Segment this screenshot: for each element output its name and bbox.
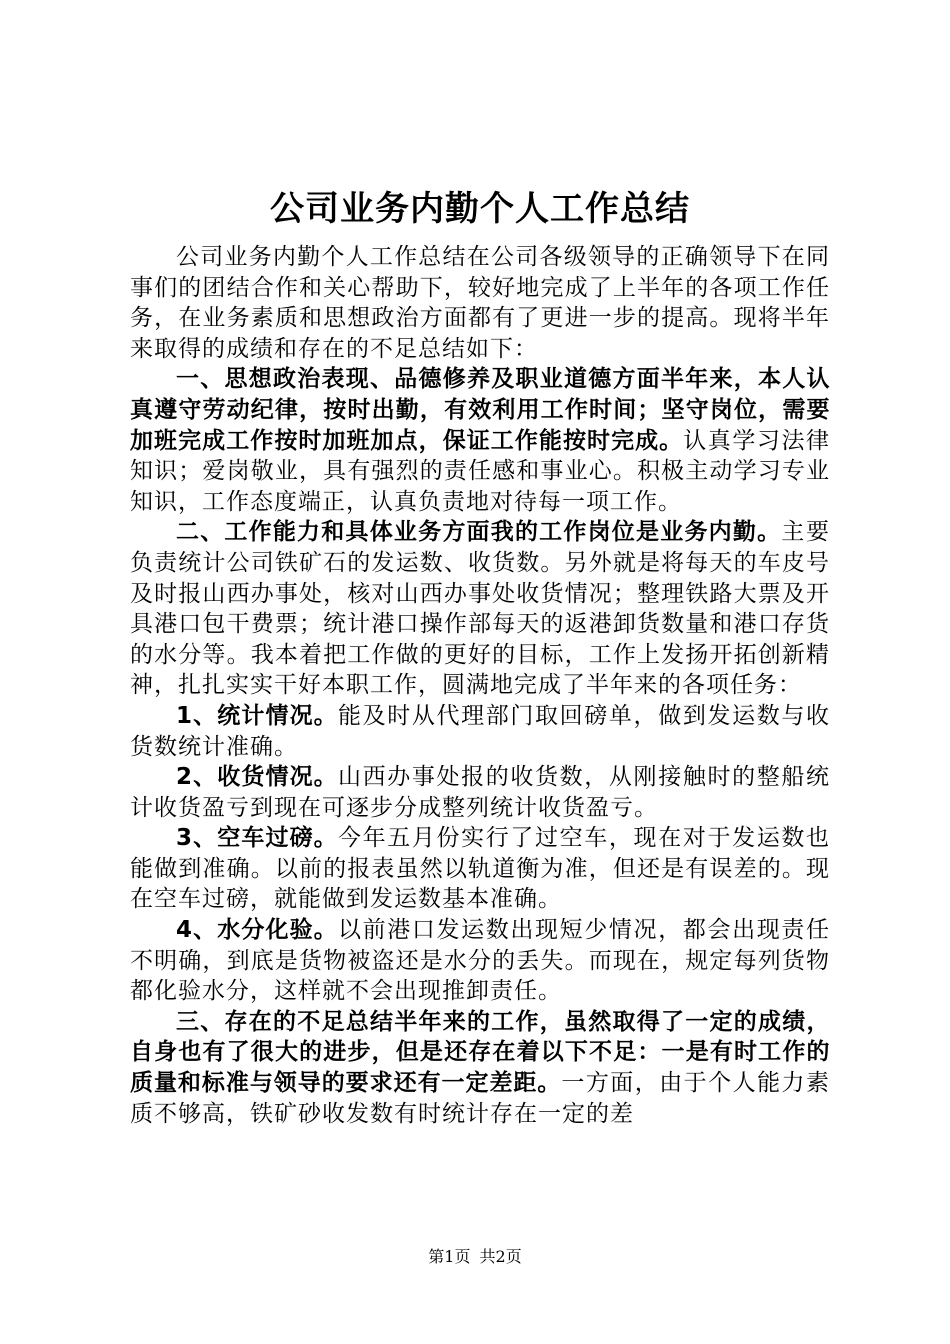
paragraph-item-2	[130, 762, 830, 823]
paragraph-item-3	[130, 823, 830, 915]
paragraph-text: 能及时从代理部门取回磅单，做到发运数与收货数统计准确。	[130, 702, 830, 760]
paragraph-heading: 2、收货情况。	[176, 764, 338, 791]
page-number: 第1页	[428, 1247, 471, 1266]
paragraph-heading: 4、水分化验。	[176, 917, 338, 944]
paragraph-intro	[130, 242, 830, 364]
paragraph-item-1	[130, 701, 830, 762]
paragraph-text: 认真学习法律知识；爱岗敬业，具有强烈的责任感和事业心。积极主动学习专业知识，工作态度端正，认真负责地对待每一项工作。	[130, 427, 831, 515]
paragraph-heading: 三、存在的不足总结半年来的工作，虽然取得了一定的成绩，自身也有了很大的进步，但是还存在着以下不足：一是有时工作的质量和标准与领导的要求还有一定差距。	[130, 1008, 830, 1097]
paragraph-heading: 二、工作能力和具体业务方面我的工作岗位是业务内勤。	[176, 519, 782, 546]
paragraph-text: 以前港口发运数出现短少情况，都会出现责任不明确，到底是货物被盗还是水分的丢失。而现在，规定每列货物都化验水分，这样就不会出现推卸责任。	[130, 917, 830, 1005]
paragraph-heading: 1、统计情况。	[176, 702, 338, 729]
paragraph-section-2	[130, 517, 830, 701]
paragraph-text: 公司业务内勤个人工作总结在公司各级领导的正确领导下在同事们的团结合作和关心帮助下，较好地完成了上半年的各项工作任务，在业务素质和思想政治方面都有了更进一步的提高。现将半年来取得的成绩和存在的不足总结如下：	[130, 244, 830, 362]
paragraph-text: 今年五月份实行了过空车，现在对于发运数也能做到准确。以前的报表虽然以轨道衡为准，但还是有误差的。现在空车过磅，就能做到发运数基本准确。	[130, 825, 830, 913]
paragraph-text: 山西办事处报的收货数，从刚接触时的整船统计收货盈亏到现在可逐步分成整列统计收货盈亏。	[130, 764, 830, 821]
paragraph-item-4	[130, 915, 830, 1007]
paragraph-section-3	[130, 1007, 830, 1129]
paragraph-section-1	[130, 364, 830, 517]
document-title: 公司业务内勤个人工作总结	[270, 189, 690, 229]
paragraph-heading: 一、思想政治表现、品德修养及职业道德方面半年来，本人认真遵守劳动纪律，按时出勤，有效利用工作时间；坚守岗位，需要加班完成工作按时加班加点，保证工作能按时完成。	[130, 366, 830, 454]
paragraph-heading: 3、空车过磅。	[176, 825, 338, 852]
paragraph-text: 主要负责统计公司铁矿石的发运数、收货数。另外就是将每天的车皮号及时报山西办事处，核对山西办事处收货情况；整理铁路大票及开具港口包干费票；统计港口操作部每天的返港卸货数量和港口存货的水分等。我本着把工作做的更好的目标，工作上发扬开拓创新精神，扎扎实实干好本职工作，圆满地完成了半年来的各项任务：	[130, 519, 831, 699]
document-page	[130, 186, 830, 1129]
paragraph-text: 一方面，由于个人能力素质不够高，铁矿砂收发数有时统计存在一定的差	[130, 1070, 831, 1127]
page-footer	[0, 1244, 950, 1267]
page-total: 共2页	[479, 1247, 522, 1266]
